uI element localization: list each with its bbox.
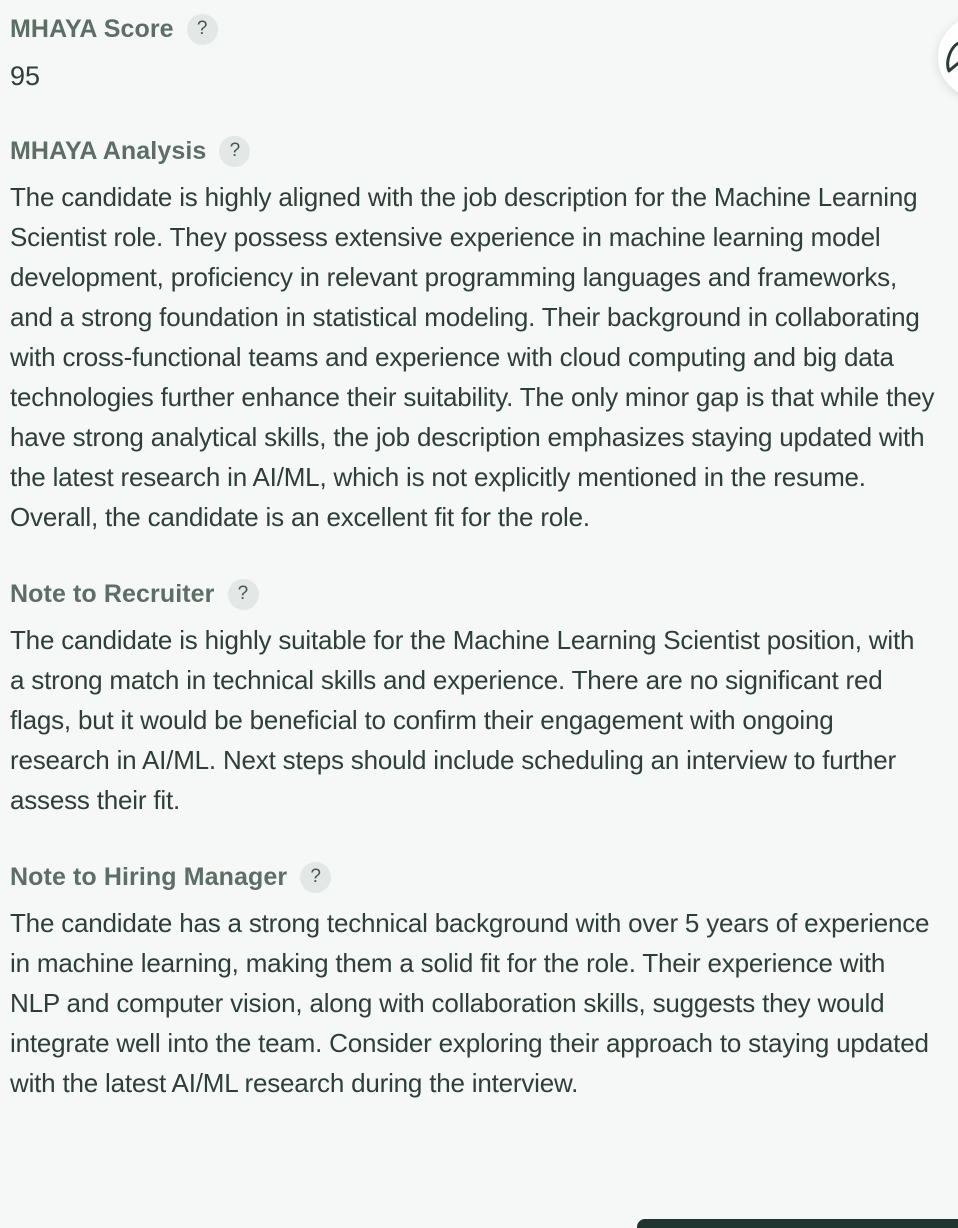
mhaya-score-value: 95	[10, 61, 41, 91]
section-note-to-recruiter	[10, 577, 935, 820]
mhaya-score-heading-label: MHAYA Score	[10, 15, 174, 43]
bottom-action-bar[interactable]	[637, 1219, 958, 1228]
section-mhaya-analysis	[10, 134, 935, 537]
note-to-hiring-manager-heading	[10, 860, 935, 894]
section-note-to-hiring-manager	[10, 860, 935, 1103]
mhaya-analysis-heading	[10, 134, 935, 168]
score-help-icon[interactable]: ?	[187, 14, 218, 45]
analysis-help-icon[interactable]: ?	[219, 136, 250, 167]
note-to-hiring-manager-heading-label: Note to Hiring Manager	[10, 863, 288, 891]
mhaya-analysis-text: The candidate is highly aligned with the job description for the Machine Learning Scientist role. They possess extensive experience in machine learning model development, proficiency in relevant programming languages and frameworks, and a strong foundation in statistical modeling. Their background in collaborating with cross-functional teams and experience with cloud computing and big data technologies further enhance their suitability. The only minor gap is that while they have strong analytical skills, the job description emphasizes staying updated with the latest research in AI/ML, which is not explicitly mentioned in the resume. Overall, the candidate is an excellent fit for the role.	[10, 182, 935, 532]
note-to-recruiter-heading-label: Note to Recruiter	[10, 580, 215, 608]
note-to-recruiter-text: The candidate is highly suitable for the Machine Learning Scientist position, with a strong match in technical skills and experience. There are no significant red flags, but it would be beneficial to confirm their engagement with ongoing research in AI/ML. Next steps should include scheduling an interview to further assess their fit.	[10, 625, 915, 815]
note-to-recruiter-heading	[10, 577, 935, 611]
mhaya-analysis-heading-label: MHAYA Analysis	[10, 137, 207, 165]
section-mhaya-score	[10, 12, 935, 94]
hiring-manager-note-help-icon[interactable]: ?	[300, 862, 331, 893]
mhaya-score-heading	[10, 12, 935, 46]
note-to-hiring-manager-text: The candidate has a strong technical background with over 5 years of experience in machine learning, making them a solid fit for the role. Their experience with NLP and computer vision, along with collaboration skills, suggests they would integrate well into the team. Consider exploring their approach to staying updated with the latest AI/ML research during the interview.	[10, 908, 930, 1098]
recruiter-note-help-icon[interactable]: ?	[228, 579, 259, 610]
